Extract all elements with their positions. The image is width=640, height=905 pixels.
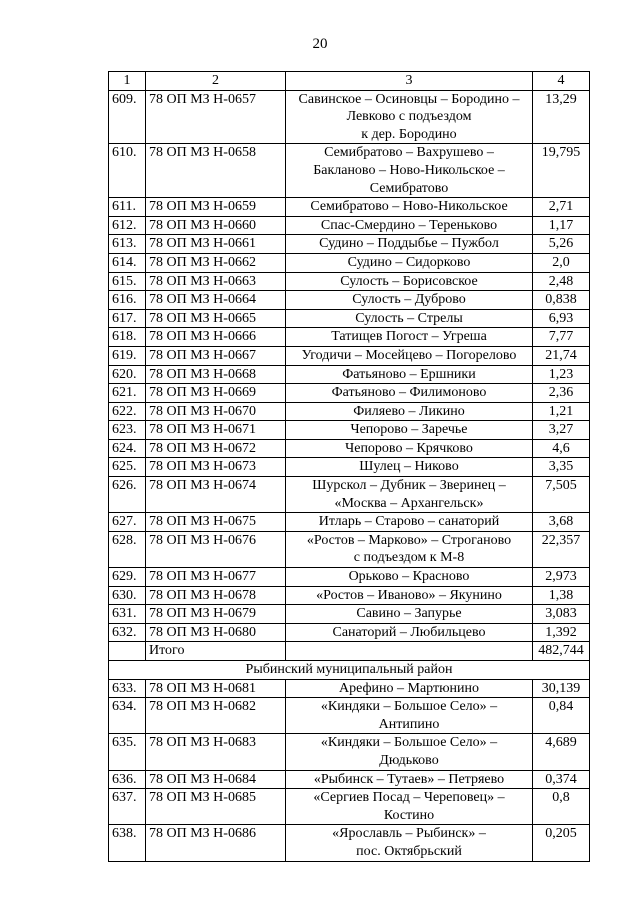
- road-name: [286, 789, 533, 825]
- road-id: 78 ОП МЗ Н-0682: [146, 698, 286, 734]
- road-id: 78 ОП МЗ Н-0673: [146, 458, 286, 477]
- row-number: 609.: [109, 90, 146, 144]
- row-number: 618.: [109, 328, 146, 347]
- road-id: 78 ОП МЗ Н-0672: [146, 439, 286, 458]
- road-name-line: Семибратово: [369, 180, 449, 196]
- road-length: 1,38: [533, 586, 590, 605]
- road-length: 6,93: [533, 309, 590, 328]
- row-number: 623.: [109, 421, 146, 440]
- road-id: 78 ОП МЗ Н-0681: [146, 679, 286, 698]
- row-number: 628.: [109, 531, 146, 567]
- page-number: 20: [312, 36, 328, 52]
- road-id: 78 ОП МЗ Н-0683: [146, 734, 286, 770]
- road-length: 3,083: [533, 605, 590, 624]
- row-number: 616.: [109, 291, 146, 310]
- table-row: [109, 513, 590, 532]
- road-name-line: Сулость – Стрелы: [355, 310, 463, 326]
- road-name-line: «Киндяки – Большое Село» –: [320, 735, 498, 751]
- road-length: 13,29: [533, 90, 590, 144]
- road-length: 0,8: [533, 789, 590, 825]
- header-col-4: 4: [533, 72, 590, 91]
- road-name: [286, 586, 533, 605]
- road-id: 78 ОП МЗ Н-0661: [146, 235, 286, 254]
- table-row: [109, 605, 590, 624]
- road-name-line: «Сергиев Посад – Череповец» –: [313, 790, 505, 806]
- road-name: [286, 477, 533, 513]
- road-length: 0,84: [533, 698, 590, 734]
- road-name-line: Итларь – Старово – санаторий: [318, 514, 500, 530]
- road-name: [286, 513, 533, 532]
- road-length: 22,357: [533, 531, 590, 567]
- roads-table: [108, 71, 590, 862]
- road-length: 4,6: [533, 439, 590, 458]
- table-row: [109, 328, 590, 347]
- total-row: [109, 642, 590, 661]
- road-id: 78 ОП МЗ Н-0664: [146, 291, 286, 310]
- road-name: [286, 402, 533, 421]
- road-name-line: Савинское – Осиновцы – Бородино –: [298, 91, 520, 107]
- table-row: [109, 770, 590, 789]
- road-length: 0,205: [533, 825, 590, 861]
- table-row: [109, 421, 590, 440]
- road-name-line: Санаторий – Любильцево: [332, 624, 486, 640]
- table-row: [109, 568, 590, 587]
- road-name: [286, 346, 533, 365]
- road-name-line: с подъездом к М-8: [353, 550, 465, 566]
- road-name: [286, 90, 533, 144]
- row-number: 617.: [109, 309, 146, 328]
- road-name-line: Антипино: [378, 716, 440, 732]
- row-number: 631.: [109, 605, 146, 624]
- table-row: [109, 458, 590, 477]
- table-row: [109, 586, 590, 605]
- road-name-line: Левково с подъездом: [346, 109, 472, 125]
- road-length: 7,505: [533, 477, 590, 513]
- road-id: 78 ОП МЗ Н-0663: [146, 272, 286, 291]
- road-length: 19,795: [533, 144, 590, 198]
- section-title: Рыбинский муниципальный район: [109, 661, 590, 680]
- total-empty-cell: [109, 642, 146, 661]
- table-row: [109, 309, 590, 328]
- road-name-line: Филяево – Ликино: [353, 403, 465, 419]
- road-name-line: Спас-Смердино – Тереньково: [320, 217, 498, 233]
- row-number: 629.: [109, 568, 146, 587]
- road-name-line: Бакланово – Ново-Никольское –: [313, 162, 505, 178]
- road-length: 2,973: [533, 568, 590, 587]
- road-id: 78 ОП МЗ Н-0676: [146, 531, 286, 567]
- row-number: 638.: [109, 825, 146, 861]
- row-number: 633.: [109, 679, 146, 698]
- road-name-line: Костино: [383, 807, 435, 823]
- road-length: 30,139: [533, 679, 590, 698]
- road-name: [286, 734, 533, 770]
- road-name: [286, 216, 533, 235]
- road-name-line: «Ростов – Иваново» – Якунино: [316, 587, 502, 603]
- road-id: 78 ОП МЗ Н-0674: [146, 477, 286, 513]
- road-name-line: «Ростов – Марково» – Строганово: [306, 532, 512, 548]
- road-name-line: Орьково – Красново: [348, 569, 470, 585]
- row-number: 611.: [109, 198, 146, 217]
- road-id: 78 ОП МЗ Н-0669: [146, 384, 286, 403]
- road-id: 78 ОП МЗ Н-0670: [146, 402, 286, 421]
- road-name: [286, 568, 533, 587]
- road-length: 0,838: [533, 291, 590, 310]
- table-row: [109, 623, 590, 642]
- road-name: [286, 198, 533, 217]
- road-name: [286, 365, 533, 384]
- row-number: 625.: [109, 458, 146, 477]
- table-row: [109, 198, 590, 217]
- road-id: 78 ОП МЗ Н-0677: [146, 568, 286, 587]
- road-id: 78 ОП МЗ Н-0671: [146, 421, 286, 440]
- row-number: 614.: [109, 253, 146, 272]
- table-header-row: [109, 72, 590, 91]
- row-number: 613.: [109, 235, 146, 254]
- road-id: 78 ОП МЗ Н-0665: [146, 309, 286, 328]
- road-length: 0,374: [533, 770, 590, 789]
- table-row: [109, 789, 590, 825]
- road-id: 78 ОП МЗ Н-0686: [146, 825, 286, 861]
- table-row: [109, 365, 590, 384]
- road-name: [286, 291, 533, 310]
- road-name-line: Савино – Запурье: [356, 606, 462, 622]
- row-number: 620.: [109, 365, 146, 384]
- road-id: 78 ОП МЗ Н-0668: [146, 365, 286, 384]
- row-number: 635.: [109, 734, 146, 770]
- road-length: 3,68: [533, 513, 590, 532]
- road-name-line: Сулость – Борисовское: [340, 273, 478, 289]
- table-row: [109, 253, 590, 272]
- row-number: 610.: [109, 144, 146, 198]
- road-name-line: Семибратово – Вахрушево –: [324, 145, 494, 161]
- road-name-line: «Москва – Архангельск»: [334, 495, 484, 511]
- road-name-line: Чепорово – Заречье: [350, 422, 468, 438]
- row-number: 630.: [109, 586, 146, 605]
- row-number: 622.: [109, 402, 146, 421]
- road-id: 78 ОП МЗ Н-0684: [146, 770, 286, 789]
- road-name-line: Семибратово – Ново-Никольское: [310, 199, 508, 215]
- table-row: [109, 90, 590, 144]
- road-id: 78 ОП МЗ Н-0662: [146, 253, 286, 272]
- road-name-line: Фатьяново – Ершники: [342, 366, 476, 382]
- row-number: 627.: [109, 513, 146, 532]
- row-number: 612.: [109, 216, 146, 235]
- road-name-line: Фатьяново – Филимоново: [331, 385, 487, 401]
- table-row: [109, 679, 590, 698]
- road-length: 21,74: [533, 346, 590, 365]
- road-length: 2,48: [533, 272, 590, 291]
- row-number: 632.: [109, 623, 146, 642]
- road-name: [286, 531, 533, 567]
- road-length: 5,26: [533, 235, 590, 254]
- table-row: [109, 291, 590, 310]
- road-id: 78 ОП МЗ Н-0679: [146, 605, 286, 624]
- road-length: 2,0: [533, 253, 590, 272]
- row-number: 621.: [109, 384, 146, 403]
- road-name-line: Судино – Поддыбье – Пужбол: [319, 236, 499, 252]
- road-name: [286, 698, 533, 734]
- table-row: [109, 272, 590, 291]
- road-name-line: Шулец – Никово: [359, 459, 459, 475]
- table-row: [109, 698, 590, 734]
- road-name: [286, 272, 533, 291]
- table-row: [109, 734, 590, 770]
- row-number: 624.: [109, 439, 146, 458]
- header-col-1: 1: [109, 72, 146, 91]
- header-col-3: 3: [286, 72, 533, 91]
- table-row: [109, 144, 590, 198]
- row-number: 634.: [109, 698, 146, 734]
- row-number: 615.: [109, 272, 146, 291]
- table-row: [109, 384, 590, 403]
- road-name-line: Дюдьково: [379, 752, 439, 768]
- road-name-line: к дер. Бородино: [361, 126, 457, 142]
- road-name: [286, 439, 533, 458]
- section-row: [109, 661, 590, 680]
- road-length: 3,35: [533, 458, 590, 477]
- road-name: [286, 384, 533, 403]
- road-name-line: «Рыбинск – Тутаев» – Петряево: [313, 771, 505, 787]
- road-name: [286, 458, 533, 477]
- table-row: [109, 439, 590, 458]
- road-id: 78 ОП МЗ Н-0659: [146, 198, 286, 217]
- road-id: 78 ОП МЗ Н-0666: [146, 328, 286, 347]
- road-name-line: Арефино – Мартюнино: [338, 680, 480, 696]
- road-id: 78 ОП МЗ Н-0680: [146, 623, 286, 642]
- table-row: [109, 402, 590, 421]
- road-length: 1,23: [533, 365, 590, 384]
- road-id: 78 ОП МЗ Н-0660: [146, 216, 286, 235]
- row-number: 619.: [109, 346, 146, 365]
- road-name: [286, 144, 533, 198]
- total-empty-cell: [286, 642, 533, 661]
- road-length: 7,77: [533, 328, 590, 347]
- road-name: [286, 825, 533, 861]
- road-length: 3,27: [533, 421, 590, 440]
- road-name: [286, 623, 533, 642]
- road-name: [286, 328, 533, 347]
- road-length: 1,392: [533, 623, 590, 642]
- road-id: 78 ОП МЗ Н-0685: [146, 789, 286, 825]
- road-name-line: Чепорово – Крячково: [345, 440, 473, 456]
- road-name: [286, 235, 533, 254]
- road-name-line: «Ярославль – Рыбинск» –: [332, 826, 486, 842]
- road-length: 2,36: [533, 384, 590, 403]
- road-name-line: Татищев Погост – Угреша: [331, 329, 487, 345]
- road-id: 78 ОП МЗ Н-0678: [146, 586, 286, 605]
- row-number: 636.: [109, 770, 146, 789]
- road-id: 78 ОП МЗ Н-0658: [146, 144, 286, 198]
- table-row: [109, 235, 590, 254]
- table-row: [109, 477, 590, 513]
- road-length: 2,71: [533, 198, 590, 217]
- table-row: [109, 346, 590, 365]
- table-row: [109, 216, 590, 235]
- road-name-line: Шурскол – Дубник – Зверинец –: [312, 478, 506, 494]
- total-value: 482,744: [533, 642, 590, 661]
- road-name: [286, 605, 533, 624]
- road-id: 78 ОП МЗ Н-0667: [146, 346, 286, 365]
- road-name: [286, 770, 533, 789]
- road-id: 78 ОП МЗ Н-0675: [146, 513, 286, 532]
- road-name: [286, 309, 533, 328]
- road-length: 1,21: [533, 402, 590, 421]
- table-row: [109, 531, 590, 567]
- roads-table-body: [109, 72, 590, 862]
- road-name: [286, 253, 533, 272]
- road-name-line: «Киндяки – Большое Село» –: [320, 699, 498, 715]
- road-length: 1,17: [533, 216, 590, 235]
- road-name: [286, 679, 533, 698]
- road-name: [286, 421, 533, 440]
- road-name-line: Сулость – Дуброво: [352, 292, 466, 308]
- row-number: 637.: [109, 789, 146, 825]
- row-number: 626.: [109, 477, 146, 513]
- road-id: 78 ОП МЗ Н-0657: [146, 90, 286, 144]
- total-label: Итого: [146, 642, 286, 661]
- road-name-line: Судино – Сидорково: [347, 254, 471, 270]
- road-name-line: пос. Октябрьский: [356, 843, 462, 859]
- header-col-2: 2: [146, 72, 286, 91]
- road-length: 4,689: [533, 734, 590, 770]
- table-row: [109, 825, 590, 861]
- road-name-line: Угодичи – Мосейцево – Погорелово: [301, 347, 517, 363]
